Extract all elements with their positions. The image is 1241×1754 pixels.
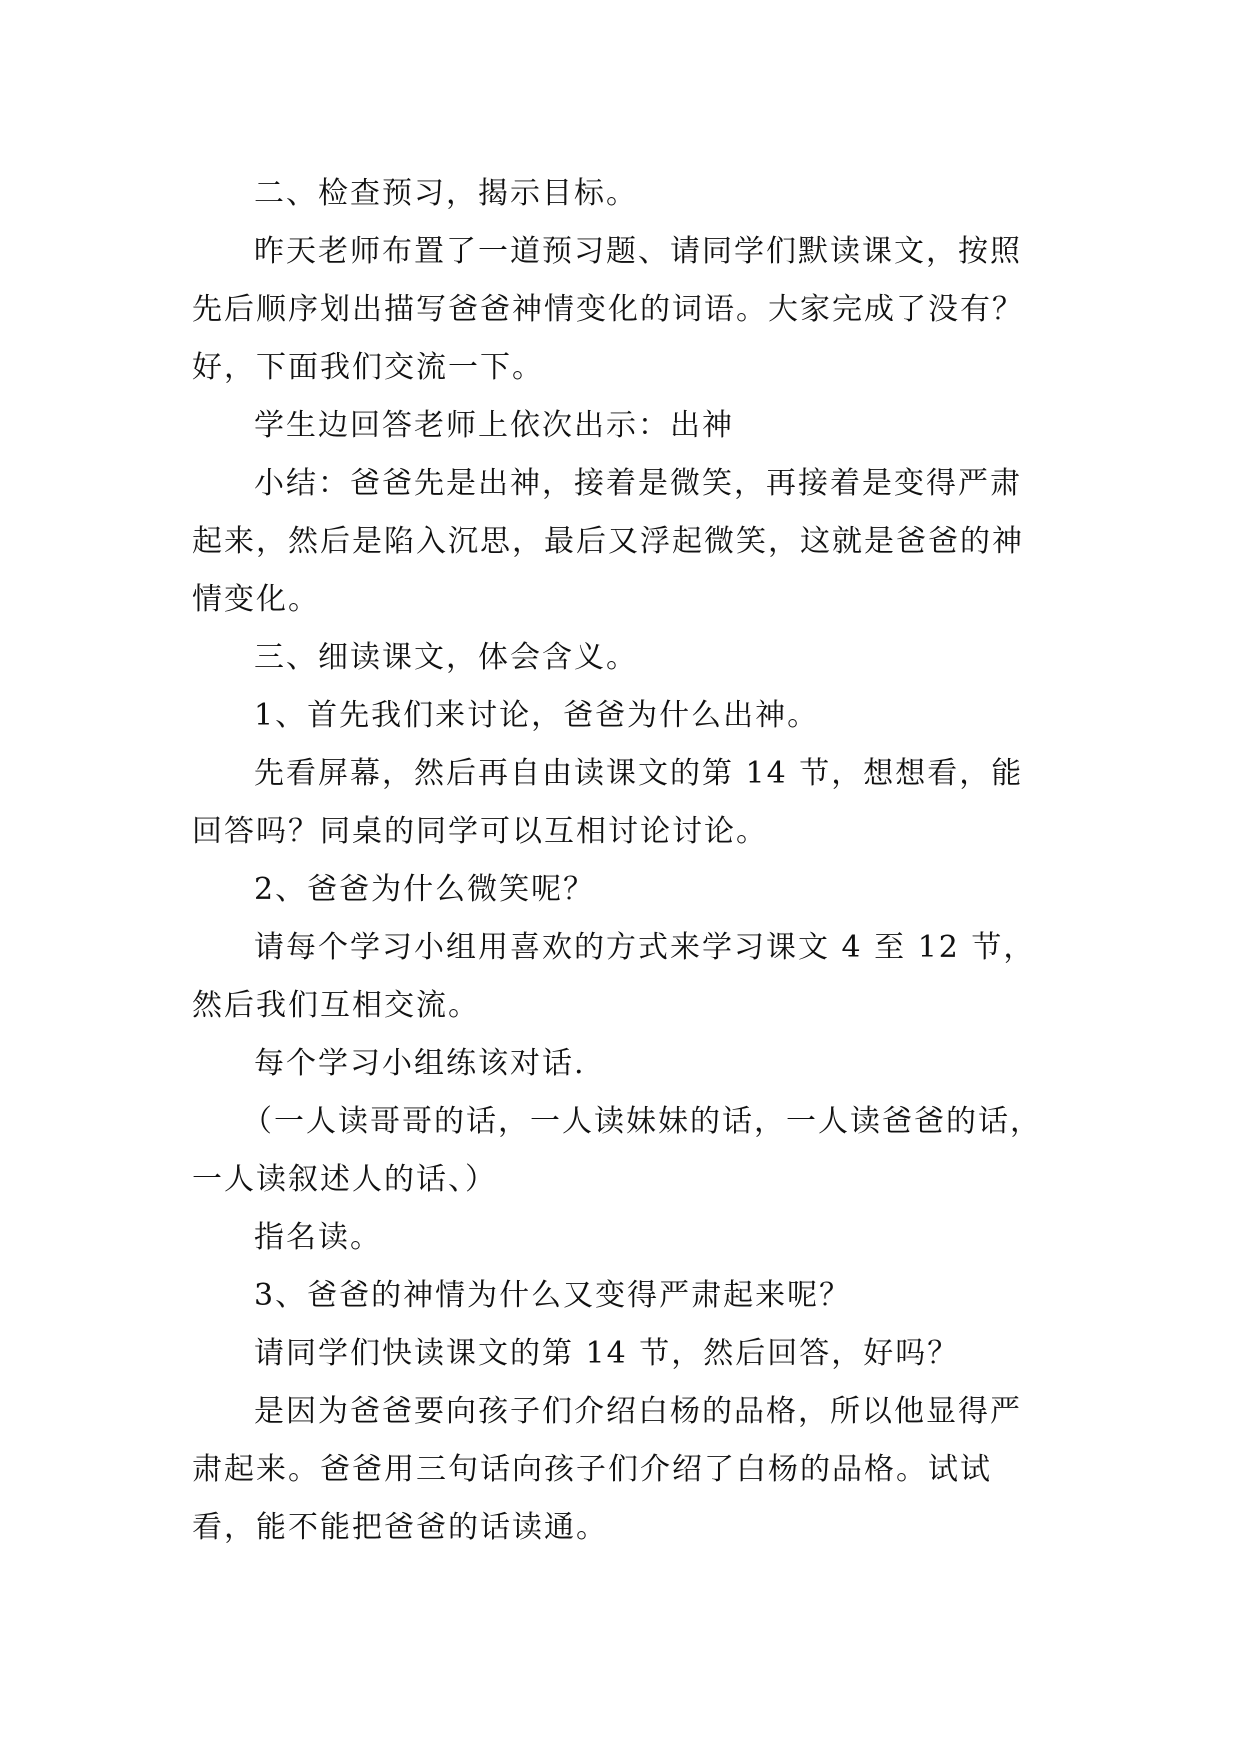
paragraph: 是因为爸爸要向孩子们介绍白杨的品格，所以他显得严肃起来。爸爸用三句话向孩子们介绍了白杨的品格。试试看，能不能把爸爸的话读通。 — [192, 1394, 1022, 1545]
paragraph: 每个学习小组练该对话. — [254, 1046, 586, 1081]
numbered-item-2: 2、爸爸为什么微笑呢？ — [254, 872, 596, 907]
paragraph: 请每个学习小组用喜欢的方式来学习课文 4 至 12 节，然后我们互相交流。 — [192, 930, 1036, 1023]
paragraph: 昨天老师布置了一道预习题、请同学们默读课文，按照先后顺序划出描写爸爸神情变化的词语。大家完成了没有？好，下面我们交流一下。 — [192, 234, 1024, 385]
numbered-item-3: 3、爸爸的神情为什么又变得严肃起来呢？ — [254, 1278, 852, 1313]
paragraph: （一人读哥哥的话，一人读妹妹的话，一人读爸爸的话，一人读叙述人的话、） — [192, 1104, 1042, 1197]
section-heading-2: 二、检查预习，揭示目标。 — [254, 176, 638, 211]
document-body — [192, 165, 1052, 1557]
paragraph: 指名读。 — [254, 1220, 382, 1255]
paragraph: 学生边回答老师上依次出示：出神 — [254, 408, 734, 443]
numbered-item-1: 1、首先我们来讨论，爸爸为什么出神。 — [254, 698, 820, 733]
summary-paragraph: 小结：爸爸先是出神，接着是微笑，再接着是变得严肃起来，然后是陷入沉思，最后又浮起微笑，这就是爸爸的神情变化。 — [192, 466, 1024, 617]
paragraph: 请同学们快读课文的第 14 节，然后回答，好吗？ — [254, 1336, 960, 1371]
section-heading-3: 三、细读课文，体会含义。 — [254, 640, 638, 675]
paragraph: 先看屏幕，然后再自由读课文的第 14 节，想想看，能回答吗？同桌的同学可以互相讨论讨论。 — [192, 756, 1024, 849]
